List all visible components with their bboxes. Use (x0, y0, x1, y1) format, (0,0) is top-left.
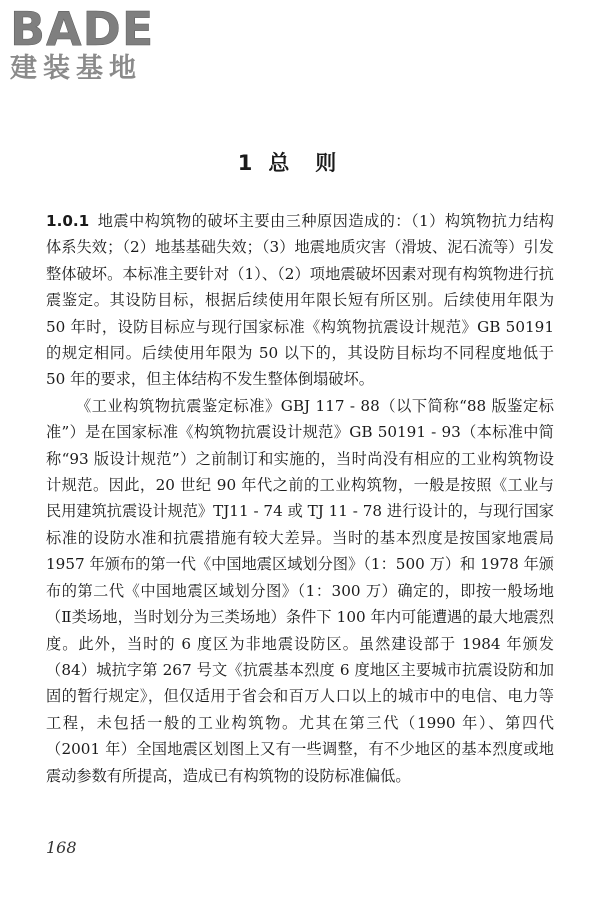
chapter-name: 总则 (268, 151, 363, 175)
publisher-logo (10, 2, 180, 84)
body-text (46, 208, 554, 789)
body-paragraph-2: 《工业构筑物抗震鉴定标准》GBJ 117 - 88（以下简称“88 版鉴定标准”）是在国家标准《构筑物抗震设计规范》GB 50191 - 93（本标准中简称“93 版设计规范”）之前制订和实施的，当时尚没有相应的工业构筑物设计规范。因此，20 世纪 90 年代之前的工业构筑物，一般是按照《工业与民用建筑抗震设计规范》TJ11 - 74 或 TJ 11 - 78 进行设计的，与现行国家标准的设防水准和抗震措施有较大差异。当时的基本烈度是按国家地震局 1957 年颁布的第一代《中国地震区域划分图》（1：500 万）和 1978 年颁布的第二代《中国地震区域划分图》（1：300 万）确定的，即按一般场地（Ⅱ类场地，当时划分为三类场地）条件下 100 年内可能遭遇的最大地震烈度。此外，当时的 6 度区为非地震设防区。虽然建设部于 1984 年颁发（84）城抗字第 267 号文《抗震基本烈度 6 度地区主要城市抗震设防和加固的暂行规定》，但仅适用于省会和百万人口以上的城市中的电信、电力等工程，未包括一般的工业构筑物。尤其在第三代（1990 年）、第四代（2001 年）全国地震区划图上又有一些调整，有不少地区的基本烈度或地震动参数有所提高，造成已有构筑物的设防标准偏低。 (46, 396, 554, 785)
clause-number: 1.0.1 (46, 212, 90, 230)
chapter-number: 1 (237, 151, 255, 175)
logo-wordmark: BADE (10, 2, 155, 56)
logo-subtitle: 建装基地 (10, 53, 142, 84)
page-number: 168 (46, 838, 77, 857)
clause-paragraph (46, 208, 554, 393)
chapter-title (0, 147, 600, 177)
clause-text: 地震中构筑物的破坏主要由三种原因造成的：（1）构筑物抗力结构体系失效；（2）地基基础失效；（3）地震地质灾害（滑坡、泥石流等）引发整体破坏。本标准主要针对（1）、（2）项地震破坏因素对现有构筑物进行抗震鉴定。其设防目标，根据后续使用年限长短有所区别。后续使用年限为 50 年时，设防目标应与现行国家标准《构筑物抗震设计规范》GB 50191 的规定相同。后续使用年限为 50 以下的，其设防目标均不同程度地低于 50 年的要求，但主体结构不发生整体倒塌破坏。 (46, 212, 554, 389)
